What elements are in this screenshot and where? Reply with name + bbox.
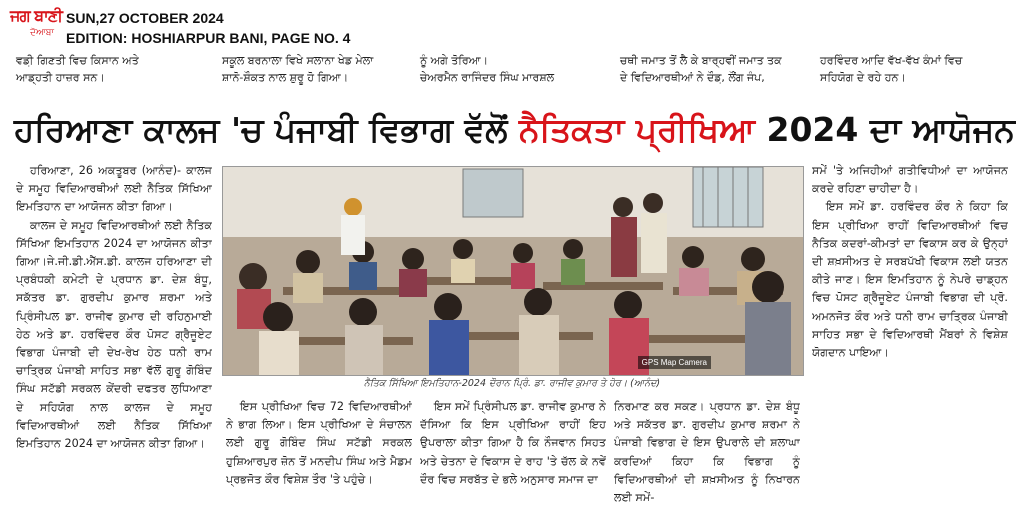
article-paragraph: ਨਿਰਮਾਣ ਕਰ ਸਕਣ। ਪ੍ਰਧਾਨ ਡਾ. ਦੇਸ਼ ਬੰਧੂ ਅਤੇ ਸਕੱਤਰ ਡਾ. ਗੁਰਦੀਪ ਕੁਮਾਰ ਸ਼ਰਮਾ ਨੇ ਪੰਜਾਬੀ ਵਿਭਾਗ ਦੇ ਇਸ ਉਪਰਾਲੇ ਦੀ ਸ਼ਲਾਘਾ ਕਰਦਿਆਂ ਕਿਹਾ ਕਿ ਵਿਭਾਗ ਨੂੰ ਵਿਦਿਆਰਥੀਆਂ ਦੀ ਸ਼ਖ਼ਸੀਅਤ ਨੂੰ ਨਿਖਾਰਨ ਲਈ ਸਮੇਂ- xyxy=(614,400,800,505)
article-column-5 xyxy=(812,162,1008,508)
logo-title: ਜਗ ਬਾਣੀ xyxy=(10,6,62,25)
next-story-strip xyxy=(0,510,1020,525)
masthead xyxy=(0,0,1020,52)
article-headline xyxy=(14,104,1015,156)
exam-hall-photo xyxy=(223,167,803,375)
article-paragraph: ਸਮੇਂ 'ਤੇ ਅਜਿਹੀਆਂ ਗਤੀਵਿਧੀਆਂ ਦਾ ਆਯੋਜਨ ਕਰਦੇ ਰਹਿਣਾ ਚਾਹੀਦਾ ਹੈ। xyxy=(812,164,1008,196)
article-column-4 xyxy=(614,398,800,508)
previous-story-strip xyxy=(0,52,1020,90)
edition-info xyxy=(66,8,350,48)
article-column-3 xyxy=(420,398,606,508)
headline-highlight: ਨੈਤਿਕਤਾ ਪ੍ਰੀਖਿਆ xyxy=(518,110,755,149)
gps-camera-badge: GPS Map Camera xyxy=(638,356,711,369)
article-paragraph: ਕਾਲਜ ਦੇ ਸਮੂਹ ਵਿਦਿਆਰਥੀਆਂ ਲਈ ਨੈਤਿਕ ਸਿੱਖਿਆ ਇਮਤਿਹਾਨ 2024 ਦਾ ਆਯੋਜਨ ਕੀਤਾ ਗਿਆ।ਜੇ.ਜੀ.ਡੀ.ਐੱਸ.ਡੀ. ਕਾਲਜ ਹਰਿਆਣਾ ਦੀ ਪ੍ਰਬੰਧਕੀ ਕਮੇਟੀ ਦੇ ਪ੍ਰਧਾਨ ਡਾ. ਦੇਸ਼ ਬੰਧੂ, ਸਕੱਤਰ ਡਾ. ਗੁਰਦੀਪ ਕੁਮਾਰ ਸ਼ਰਮਾ ਅਤੇ ਪ੍ਰਿੰਸੀਪਲ ਡਾ. ਰਾਜੀਵ ਕੁਮਾਰ ਦੀ ਰਹਿਨੁਮਾਈ ਹੇਠ ਅਤੇ ਡਾ. ਹਰਵਿੰਦਰ ਕੌਰ ਪੋਸਟ ਗ੍ਰੈਜੂਏਟ ਵਿਭਾਗ ਪੰਜਾਬੀ ਦੀ ਦੇਖ-ਰੇਖ ਹੇਠ ਧਨੀ ਰਾਮ ਚਾਤ੍ਰਿਕ ਪੰਜਾਬੀ ਸਾਹਿਤ ਸਭਾ ਵੱਲੋਂ ਗੁਰੂ ਗੋਬਿੰਦ ਸਿੰਘ ਸਟੱਡੀ ਸਰਕਲ ਕੇਂਦਰੀ ਦਫਤਰ ਲੁਧਿਆਣਾ ਦੇ ਸਹਿਯੋਗ ਨਾਲ ਕਾਲਜ ਦੇ ਸਮੂਹ ਵਿਦਿਆਰਥੀਆਂ ਲਈ ਨੈਤਿਕ ਸਿੱਖਿਆ ਇਮਤਿਹਾਨ 2024 ਦਾ ਆਯੋਜਨ ਕੀਤਾ ਗਿਆ। xyxy=(16,218,212,451)
publication-date: SUN,27 OCTOBER 2024 xyxy=(66,10,224,26)
headline-part-1: ਹਰਿਆਣਾ ਕਾਲਜ 'ਚ ਪੰਜਾਬੀ ਵਿਭਾਗ ਵੱਲੋਂ xyxy=(14,110,519,149)
article-paragraph: ਇਸ ਸਮੇਂ ਡਾ. ਹਰਵਿੰਦਰ ਕੌਰ ਨੇ ਕਿਹਾ ਕਿ ਇਸ ਪ੍ਰੀਖਿਆ ਰਾਹੀਂ ਵਿਦਿਆਰਥੀਆਂ ਵਿਚ ਨੈਤਿਕ ਕਦਰਾਂ-ਕੀਮਤਾਂ ਦਾ ਵਿਕਾਸ ਕਰ ਕੇ ਉਨ੍ਹਾਂ ਦੀ ਸ਼ਖ਼ਸੀਅਤ ਦੇ ਸਰਬਪੱਖੀ ਵਿਕਾਸ ਲਈ ਯਤਨ ਕੀਤੇ ਜਾਣ। ਇਸ ਇਮਤਿਹਾਨ ਨੂੰ ਨੇਪਰੇ ਚਾਡ਼੍ਹਨ ਵਿਚ ਪੋਸਟ ਗ੍ਰੈਜੂਏਟ ਪੰਜਾਬੀ ਵਿਭਾਗ ਦੀ ਪ੍ਰੋ. ਅਮਨਜੋਤ ਕੌਰ ਅਤੇ ਧਨੀ ਰਾਮ ਚਾਤ੍ਰਿਕ ਪੰਜਾਬੀ ਸਾਹਿਤ ਸਭਾ ਦੇ ਵਿਦਿਆਰਥੀ ਮੈਂਬਰਾਂ ਨੇ ਵਿਸ਼ੇਸ਼ ਯੋਗਦਾਨ ਪਾਇਆ। xyxy=(812,200,1008,360)
logo-subtitle: ਦੋਆਬਾ xyxy=(30,28,54,38)
article-column-1 xyxy=(16,162,212,508)
prev-story-col-3: ਨੂੰ ਅਗੇ ਤੋਰਿਆ। ਚੇਅਰਮੈਨ ਰਾਜਿੰਦਰ ਸਿੰਘ ਮਾਰਸ਼ਲ xyxy=(420,54,555,84)
prev-story-col-5: ਹਰਵਿੰਦਰ ਆਦਿ ਵੱਖ-ਵੱਖ ਕੰਮਾਂ ਵਿਚ ਸਹਿਯੋਗ ਦੇ ਰਹੇ ਹਨ। xyxy=(820,54,963,84)
prev-story-col-1: ਵਡ਼ੀ ਗਿਣਤੀ ਵਿਚ ਕਿਸਾਨ ਅਤੇ ਆਡ਼੍ਹਤੀ ਹਾਜ਼ਰ ਸਨ। xyxy=(16,54,139,84)
prev-story-col-4: ਚਥੀ ਜਮਾਤ ਤੋਂ ਲੈ ਕੇ ਬਾਰ੍ਹਵੀਂ ਜਮਾਤ ਤਕ ਦੇ ਵਿਦਿਆਰਥੀਆਂ ਨੇ ਦੌਡ਼, ਲੌਂਗ ਜੰਪ, xyxy=(620,54,782,84)
article-column-2 xyxy=(226,398,412,508)
article-paragraph: ਹਰਿਆਣਾ, 26 ਅਕਤੂਬਰ (ਆਨੰਦ)- ਕਾਲਜ ਦੇ ਸਮੂਹ ਵਿਦਿਆਰਥੀਆਂ ਲਈ ਨੈਤਿਕ ਸਿੱਖਿਆ ਇਮਤਿਹਾਨ ਦਾ ਆਯੋਜਨ ਕੀਤਾ ਗਿਆ। xyxy=(16,164,212,214)
edition-line: EDITION: HOSHIARPUR BANI, PAGE NO. 4 xyxy=(66,30,351,46)
article-photo xyxy=(222,166,804,376)
prev-story-col-2: ਸਕੂਲ ਬਰਨਾਲਾ ਵਿਖੇ ਸਲਾਨਾ ਖੇਡ ਮੇਲਾ ਸ਼ਾਨੋ-ਸ਼ੌਕਤ ਨਾਲ ਸ਼ੁਰੂ ਹੋ ਗਿਆ। xyxy=(222,54,374,84)
article-paragraph: ਇਸ ਪ੍ਰੀਖਿਆ ਵਿਚ 72 ਵਿਦਿਆਰਥੀਆਂ ਨੇ ਭਾਗ ਲਿਆ। ਇਸ ਪ੍ਰੀਖਿਆ ਦੇ ਸੰਚਾਲਨ ਲਈ ਗੁਰੂ ਗੋਬਿੰਦ ਸਿੰਘ ਸਟੱਡੀ ਸਰਕਲ ਹੁਸ਼ਿਆਰਪੁਰ ਜ਼ੋਨ ਤੋਂ ਮਨਦੀਪ ਸਿੰਘ ਅਤੇ ਮੈਡਮ ਪ੍ਰਭਜੋਤ ਕੌਰ ਵਿਸ਼ੇਸ਼ ਤੌਰ 'ਤੇ ਪਹੁੰਚੇ। xyxy=(226,400,412,486)
headline-part-3: 2024 ਦਾ ਆਯੋਜਨ xyxy=(755,110,1015,149)
article-paragraph: ਇਸ ਸਮੇਂ ਪ੍ਰਿੰਸੀਪਲ ਡਾ. ਰਾਜੀਵ ਕੁਮਾਰ ਨੇ ਦੱਸਿਆ ਕਿ ਇਸ ਪ੍ਰੀਖਿਆ ਰਾਹੀਂ ਇਹ ਉਪਰਾਲਾ ਕੀਤਾ ਗਿਆ ਹੈ ਕਿ ਨੌਜਵਾਨ ਸਿਹਤ ਅਤੇ ਚੇਤਨਾ ਦੇ ਵਿਕਾਸ ਦੇ ਰਾਹ 'ਤੇ ਚੱਲ ਕੇ ਨਵੇਂ ਦੌਰ ਵਿਚ ਸਰਬੱਤ ਦੇ ਭਲੇ ਅਨੁਸਾਰ ਸਮਾਜ ਦਾ xyxy=(420,400,606,486)
newspaper-logo xyxy=(10,6,62,50)
photo-caption: ਨੈਤਿਕ ਸਿੱਖਿਆ ਇਮਤਿਹਾਨ-2024 ਦੌਰਾਨ ਪ੍ਰਿੰ. ਡਾ. ਰਾਜੀਵ ਕੁਮਾਰ ਤੇ ਹੋਰ। (ਆਨੰਦ) xyxy=(363,378,661,389)
